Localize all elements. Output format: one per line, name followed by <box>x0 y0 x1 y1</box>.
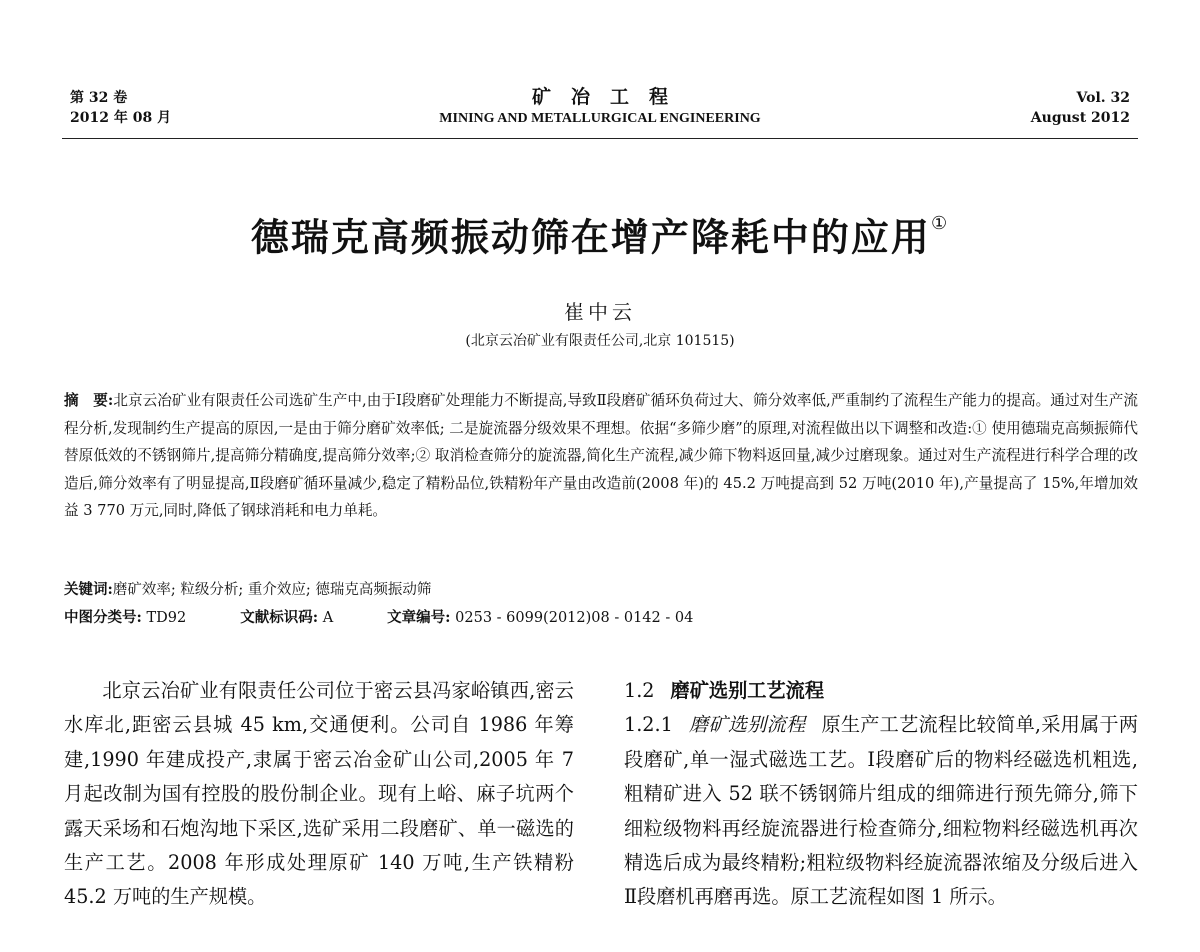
clc-value: TD92 <box>146 610 187 626</box>
journal-header <box>0 84 1200 128</box>
volume-en: Vol. 32 <box>1076 90 1130 106</box>
journal-title-en: MINING AND METALLURGICAL ENGINEERING <box>439 111 761 126</box>
section-title: 磨矿选别工艺流程 <box>670 679 825 702</box>
keywords-text: 磨矿效率; 粒级分析; 重介效应; 德瑞克高频振动筛 <box>112 582 432 598</box>
article-number-value: 0253 - 6099(2012)08 - 0142 - 04 <box>455 610 694 626</box>
author-name: 崔中云 <box>564 300 636 324</box>
keywords-label: 关键词: <box>64 581 113 598</box>
footnote-mark: ① <box>930 213 950 234</box>
keywords <box>64 579 1138 601</box>
doc-code-value: A <box>322 610 334 626</box>
header-rule <box>62 138 1138 139</box>
title-text: 德瑞克高频振动筛在增产降耗中的应用 <box>250 215 931 260</box>
subsection-text: 原生产工艺流程比较简单,采用属于两段磨矿,单一湿式磁选工艺。Ⅰ段磨矿后的物料经磁选机粗选,粗精矿进入 52 联不锈钢筛片组成的细筛进行预先筛分,筛下细粒级物料再经旋流器进行检查筛分,细粒物料经磁选机再次精选后成为最终精粉;粗粒级物料经旋流器浓缩及分级后进入Ⅱ段磨机再磨再选。原工艺流程如图 1 所示。 <box>624 713 1139 909</box>
body-column-left <box>64 674 574 915</box>
subsection-number: 1.2.1 <box>624 713 673 737</box>
article-title <box>0 208 1200 262</box>
intro-paragraph: 北京云冶矿业有限责任公司位于密云县冯家峪镇西,密云水库北,距密云县城 45 km,交通便利。公司自 1986 年筹建,1990 年建成投产,隶属于密云冶金矿山公司,2005 年 7 月起改制为国有控股的股份制企业。现有上峪、麻子坑两个露天采场和石炮沟地下采区,选矿采用二段磨矿、单一磁选的生产工艺。2008 年形成处理原矿 140 万吨,生产铁精粉 45.2 万吨的生产规模。 <box>64 679 574 909</box>
section-heading <box>624 674 1138 708</box>
article-number-label: 文章编号: <box>387 609 451 626</box>
subsection-title: 磨矿选别流程 <box>688 713 806 737</box>
abstract-label: 摘 要: <box>64 392 114 409</box>
body-column-right <box>624 674 1138 915</box>
abstract-text: 北京云冶矿业有限责任公司选矿生产中,由于Ⅰ段磨矿处理能力不断提高,导致Ⅱ段磨矿循环负荷过大、筛分效率低,严重制约了流程生产能力的提高。通过对生产流程分析,发现制约生产提高的原因,一是由于筛分磨矿效率低; 二是旋流器分级效果不理想。依据“多筛少磨”的原理,对流程做出以下调整和改造:① 使用德瑞克高频振筛代替原低效的不锈钢筛片,提高筛分精确度,提高筛分效率;② 取消检查筛分的旋流器,简化生产流程,减少筛下物料返回量,减少过磨现象。通过对生产流程进行科学合理的改造后,筛分效率有了明显提高,Ⅱ段磨矿循环量减少,稳定了精粉品位,铁精粉年产量由改造前(2008 年)的 45.2 万吨提高到 52 万吨(2010 年),产量提高了 15%,年增加效益 3 770 万元,同时,降低了钢球消耗和电力单耗。 <box>64 392 1138 520</box>
subsection-paragraph <box>624 708 1138 914</box>
issue-date: 2012 年 08 月 <box>70 110 172 126</box>
clc-label: 中图分类号: <box>64 609 142 626</box>
section-number: 1.2 <box>624 679 655 702</box>
date-en: August 2012 <box>1030 110 1130 126</box>
abstract <box>64 387 1138 525</box>
doc-code-label: 文献标识码: <box>240 609 319 626</box>
journal-title-cn: 矿冶工程 <box>531 86 688 108</box>
classification-line <box>64 607 1138 629</box>
header-right <box>1031 88 1130 128</box>
author-affiliation: (北京云冶矿业有限责任公司,北京 101515) <box>465 333 735 349</box>
volume-label: 第 32 卷 <box>70 90 128 106</box>
